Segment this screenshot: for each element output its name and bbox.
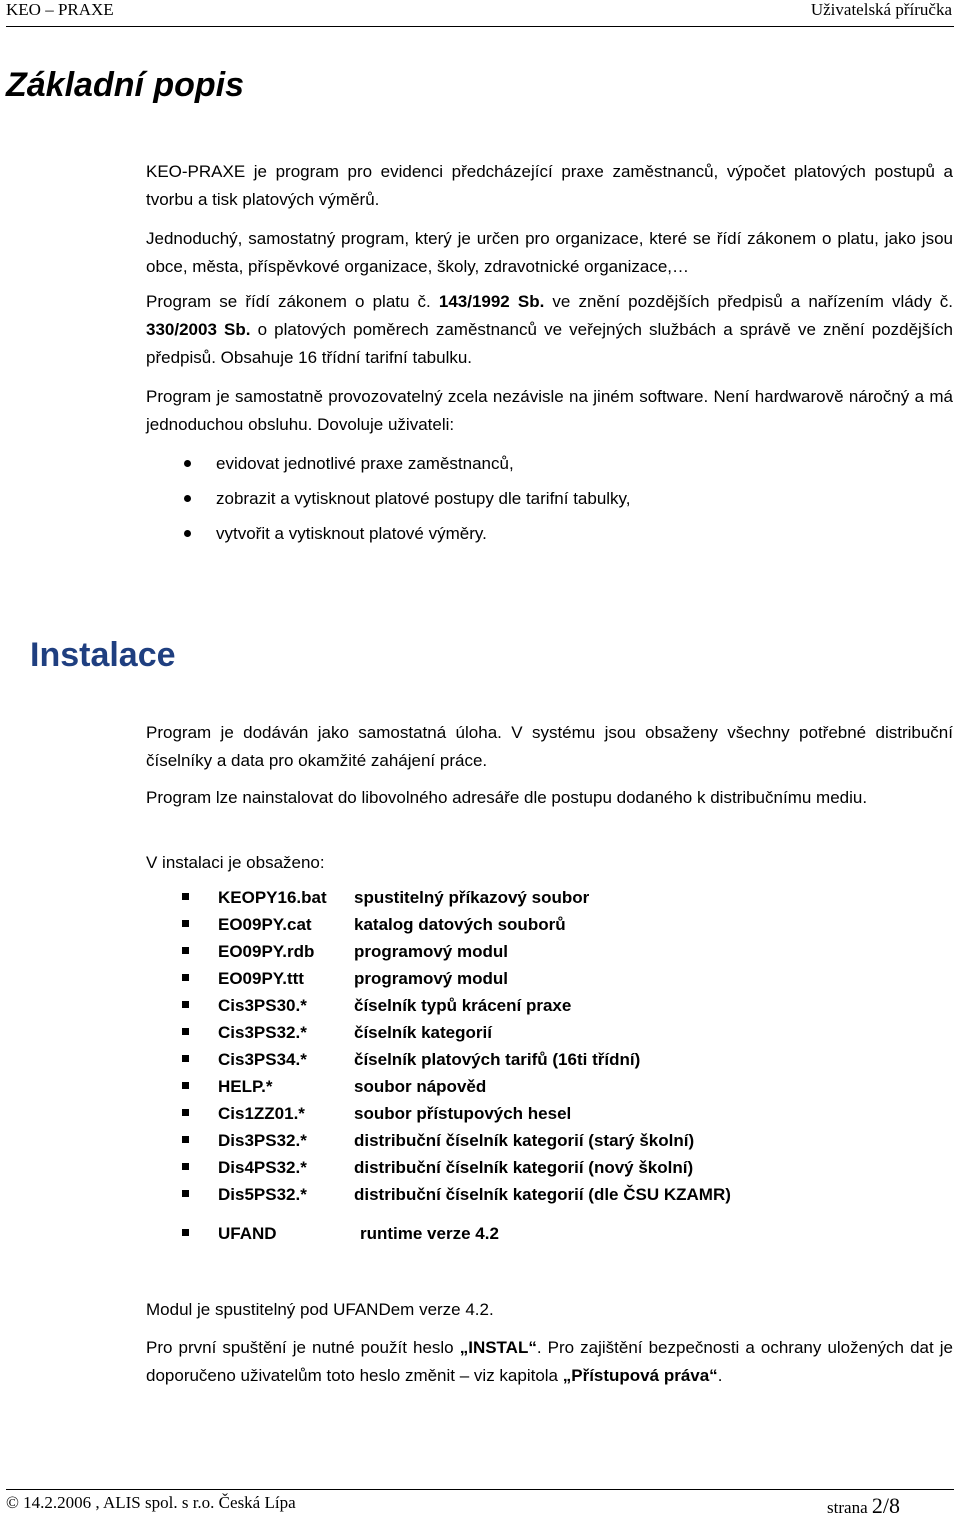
- footer-left: © 14.2.2006 , ALIS spol. s r.o. Česká Lípa: [6, 1493, 296, 1512]
- square-bullet-icon: [182, 1001, 189, 1008]
- paragraph-description: Jednoduchý, samostatný program, který je určen pro organizace, které se řídí zákonem o platu, jako jsou obce, města, příspěvkové organizace, školy, zdravotnické organizace,…: [146, 229, 953, 276]
- square-bullet-icon: [182, 1190, 189, 1197]
- square-bullet-icon: [182, 1163, 189, 1170]
- bullet-icon: [184, 460, 191, 467]
- section-title-instalace: Instalace: [30, 636, 176, 674]
- list-item: zobrazit a vytisknout platové postupy dle tarifní tabulky,: [146, 485, 953, 520]
- paragraph-legal: Program se řídí zákonem o platu č. 143/1992 Sb. ve znění pozdějších předpisů a nařízením vlády č. 330/2003 Sb. o platových poměrech zaměstnanců ve veřejných službách a správě ve znění pozdějších předpisů. Obsahuje 16 třídní tarifní tabulku.: [146, 292, 954, 367]
- paragraph-intro: KEO-PRAXE je program pro evidenci předcházející praxe zaměstnanců, výpočet platových postupů a tvorbu a tisk platových výměrů.: [146, 162, 953, 209]
- header-left: KEO – PRAXE: [6, 0, 114, 19]
- footer-page: strana 2/8: [827, 1493, 900, 1518]
- paragraph-password: Pro první spuštění je nutné použít heslo „INSTAL“. Pro zajištění bezpečnosti a ochrany uložených dat je doporučeno uživatelům toto heslo změnit – viz kapitola „Přístupová práva“.: [146, 1338, 953, 1385]
- square-bullet-icon: [182, 1028, 189, 1035]
- square-bullet-icon: [182, 1055, 189, 1062]
- bullet-icon: [184, 495, 191, 502]
- square-bullet-icon: [182, 1136, 189, 1143]
- header-divider: [6, 26, 954, 27]
- square-bullet-icon: [182, 1109, 189, 1116]
- paragraph-features: Program je samostatně provozovatelný zcela nezávisle na jiném software. Není hardwarově náročný a má jednoduchou obsluhu. Dovoluje uživateli:: [146, 387, 953, 434]
- square-bullet-icon: [182, 1082, 189, 1089]
- square-bullet-icon: [182, 974, 189, 981]
- square-bullet-icon: [182, 1229, 189, 1236]
- paragraph-install-contents: V instalaci je obsaženo:: [146, 853, 325, 872]
- feature-list: [146, 450, 953, 555]
- paragraph-install-howto: Program lze nainstalovat do libovolného adresáře dle postupu dodaného k distribučnímu mediu.: [146, 788, 868, 807]
- paragraph-install-intro: Program je dodáván jako samostatná úloha. V systému jsou obsaženy všechny potřebné distribuční číselníky a data pro okamžité zahájení práce.: [146, 723, 953, 770]
- list-item: evidovat jednotlivé praxe zaměstnanců,: [146, 450, 953, 485]
- header-right: Uživatelská příručka: [810, 0, 952, 19]
- square-bullet-icon: [182, 893, 189, 900]
- list-item: vytvořit a vytisknout platové výměry.: [146, 520, 953, 555]
- paragraph-module: Modul je spustitelný pod UFANDem verze 4.2.: [146, 1300, 494, 1319]
- section-title-zakladni-popis: Základní popis: [6, 66, 245, 104]
- square-bullet-icon: [182, 920, 189, 927]
- footer-divider: [6, 1489, 954, 1490]
- bullet-icon: [184, 530, 191, 537]
- page-number: 2/8: [871, 1493, 900, 1518]
- square-bullet-icon: [182, 947, 189, 954]
